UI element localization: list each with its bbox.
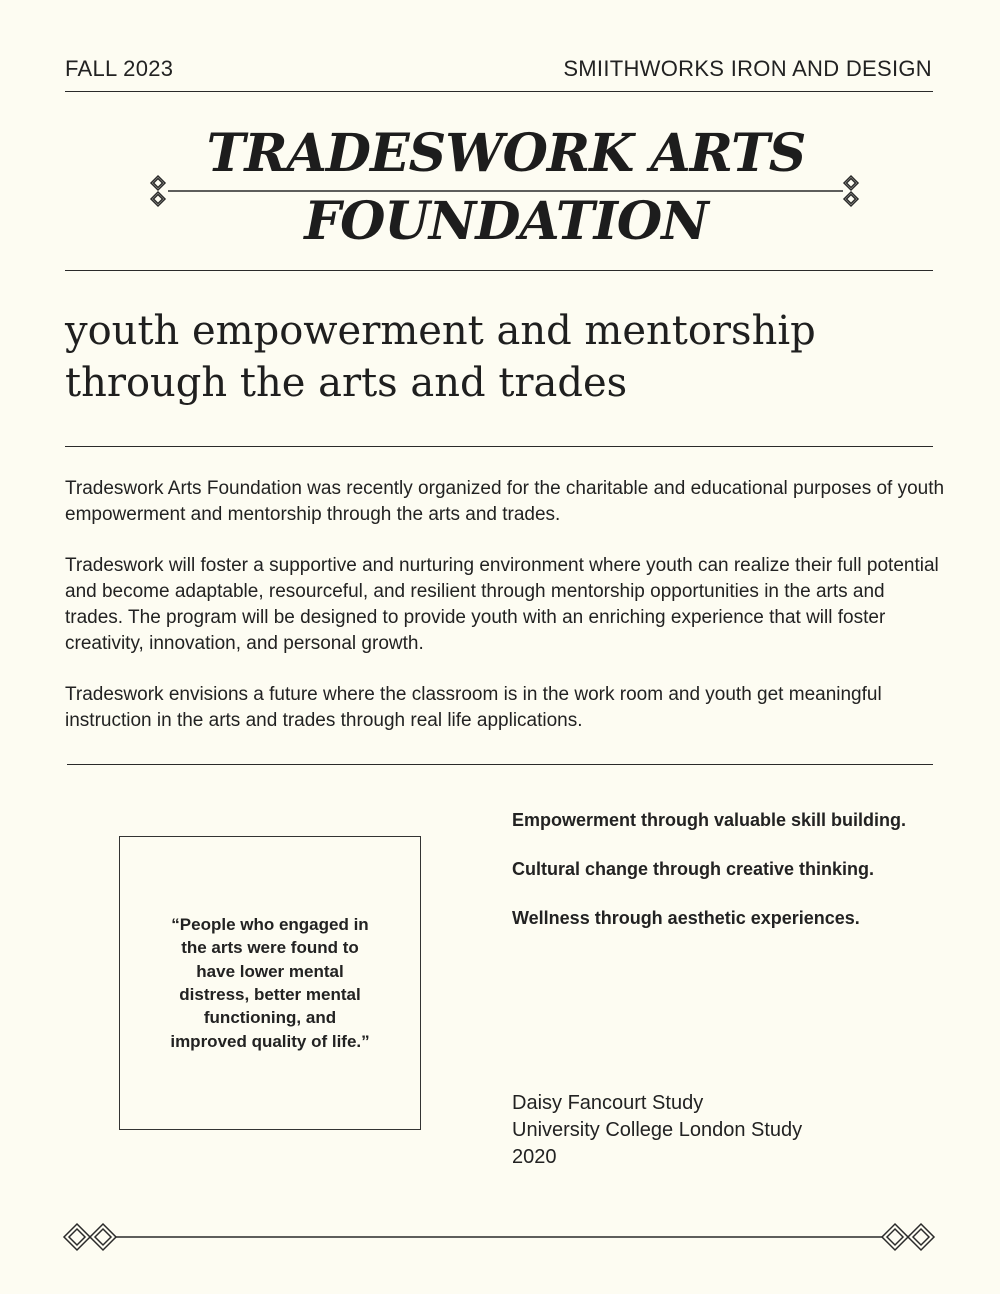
pillar-item: Wellness through aesthetic experiences. <box>512 908 860 928</box>
subtitle-divider <box>65 446 933 447</box>
citation-author: Daisy Fancourt Study <box>512 1092 704 1114</box>
quote-text: “People who engaged in the arts were found to have lower mental distress, better mental functioning, and improved quality of life.” <box>170 915 370 1051</box>
intro-paragraph: Tradeswork Arts Foundation was recently organized for the charitable and educational purposes of youth empowerment and mentorship through the arts and trades. <box>65 478 945 525</box>
header-divider <box>65 91 933 92</box>
title-line-2: FOUNDATION <box>304 191 708 252</box>
citation-institution: University College London Study <box>512 1119 803 1141</box>
citation <box>512 1090 802 1171</box>
vision-paragraph: Tradeswork envisions a future where the classroom is in the work room and youth get meaningful instruction in the arts and trades through real life applications. <box>65 684 882 731</box>
title-line-1: TRADESWORK ARTS <box>206 123 806 184</box>
issue-date: FALL 2023 <box>65 56 174 81</box>
subtitle-line-1: youth empowerment and mentorship <box>65 308 816 354</box>
body-divider <box>67 764 933 765</box>
title-divider <box>65 270 933 271</box>
footer-ornament <box>64 1222 934 1252</box>
pillar-item: Empowerment through valuable skill building. <box>512 810 907 830</box>
mission-paragraph: Tradeswork will foster a supportive and nurturing environment where youth can realize their full potential and become adaptable, resourceful, and resilient through mentorship opportunities in the arts and trades. The program will be designed to provide youth with an enriching experience that will foster creativity, innovation, and personal growth. <box>65 555 939 654</box>
quote-box <box>119 836 421 1130</box>
company-name: SMIITHWORKS IRON AND DESIGN <box>563 56 932 81</box>
subtitle-line-2: through the arts and trades <box>65 360 628 406</box>
page-title <box>200 120 812 256</box>
pillars-list <box>512 808 952 955</box>
pillar-item: Cultural change through creative thinking. <box>512 859 875 879</box>
citation-year: 2020 <box>512 1146 557 1168</box>
subtitle <box>65 305 945 409</box>
